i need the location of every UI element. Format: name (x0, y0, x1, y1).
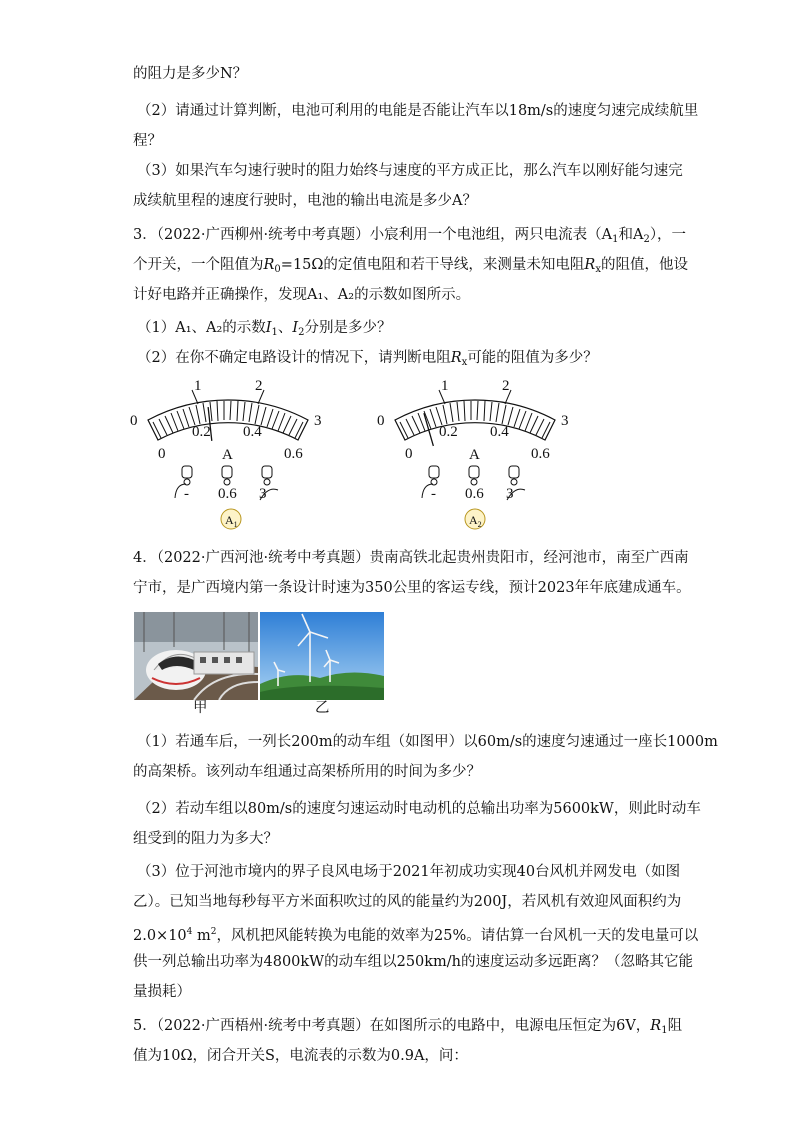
problem-4-line-2: 宁市，是广西境内第一条设计时速为350公里的客运专线，预计2023年年底建成通车。 (133, 580, 691, 596)
upper-tick-1: 1 (194, 378, 202, 394)
problem-4-q3: （3）位于河池市境内的界子良风电场于2021年初成功实现40台风机并网发电（如图 (137, 864, 681, 880)
terminals (429, 466, 519, 485)
line-resistance: 的阻力是多少N？ (133, 66, 248, 82)
q-3: （3）如果汽车匀速行驶时的阻力始终与速度的平方成正比，那么汽车以刚好能匀速完 (137, 163, 683, 179)
badge-a1: $A_1$ (225, 513, 238, 529)
unit-label: A (222, 447, 233, 463)
terminal-0.6: 0.6 (218, 486, 237, 502)
problem-4-q3-e: 量损耗） (133, 984, 191, 1000)
lower-tick-0.2: 0.2 (192, 424, 211, 440)
photo-train (134, 612, 258, 700)
terminal-3: 3 (506, 486, 514, 502)
problem-3-line-2: 个开关，一个阻值为$R_0=15\Omega$的定值电阻和若干导线，来测量未知电阻$R_x$的阻值，他设 (133, 257, 688, 275)
ammeter-a1 (128, 378, 328, 538)
photo-wind-turbines (260, 612, 384, 700)
lower-tick-0: 0 (405, 446, 413, 462)
upper-tick-0: 0 (377, 413, 385, 429)
terminal-3: 3 (259, 486, 267, 502)
lower-tick-0: 0 (158, 446, 166, 462)
problem-4-q3-b: 乙）。已知当地每秒每平方米面积吹过的风的能量约为200J，若风机有效迎风面积约为 (133, 894, 682, 910)
problem-5-line-2: 值为10Ω，闭合开关S，电流表的示数为0.9A，问： (133, 1048, 468, 1064)
terminals (182, 466, 272, 485)
q-3-cont: 成续航里程的速度行驶时，电池的输出电流是多少A？ (133, 193, 477, 209)
lower-tick-0.6: 0.6 (531, 446, 550, 462)
problem-4-q1: （1）若通车后，一列长200m的动车组（如图甲）以60m/s的速度匀速通过一座长1000m (137, 734, 718, 750)
upper-tick-3: 3 (314, 413, 322, 429)
problem-4-q2-cont: 组受到的阻力为多大？ (133, 831, 278, 847)
lower-tick-0.2: 0.2 (439, 424, 458, 440)
upper-tick-2: 2 (502, 378, 510, 394)
q-2-cont: 程？ (133, 133, 162, 149)
problem-5-line-1: 5．（2022·广西梧州·统考中考真题）在如图所示的电路中，电源电压恒定为6V，$R_1$阻 (133, 1018, 683, 1036)
unit-label: A (469, 447, 480, 463)
caption-jia: 甲 (193, 700, 208, 716)
lower-tick-0.6: 0.6 (284, 446, 303, 462)
terminal-neg: - (184, 486, 189, 502)
caption-yi: 乙 (315, 700, 330, 716)
problem-4-q2: （2）若动车组以80m/s的速度匀速运动时电动机的总输出功率为5600kW，则此时动车 (137, 801, 701, 817)
terminal-0.6: 0.6 (465, 486, 484, 502)
problem-4-q1-cont: 的高架桥。该列动车组通过高架桥所用的时间为多少？ (133, 764, 481, 780)
problem-4-line-1: 4．（2022·广西河池·统考中考真题）贵南高铁北起贵州贵阳市，经河池市，南至广西南 (133, 550, 689, 566)
lower-tick-0.4: 0.4 (490, 424, 509, 440)
upper-tick-2: 2 (255, 378, 263, 394)
lower-tick-0.4: 0.4 (243, 424, 262, 440)
problem-4-q3-d: 供一列总输出功率为4800kW的动车组以250km/h的速度运动多远距离？（忽略其它能 (133, 954, 694, 970)
problem-4-q3-c: $2.0\times 10^4$ $m^2$，风机把风能转换为电能的效率为25%。请估算一台风机一天的发电量可以 (133, 927, 699, 944)
q-2: （2）请通过计算判断，电池可利用的电能是否能让汽车以18m/s的速度匀速完成续航里 (137, 103, 699, 119)
upper-tick-3: 3 (561, 413, 569, 429)
badge-a2: $A_2$ (469, 513, 482, 529)
terminal-neg: - (431, 486, 436, 502)
problem-3-q1: （1）A₁、A₂的示数$I_1$、$I_2$分别是多少？ (137, 320, 392, 338)
problem-3-line-1: 3．（2022·广西柳州·统考中考真题）小宸利用一个电池组，两只电流表（$A_1$和$A_2$），一 (133, 227, 687, 245)
problem-3-q2: （2）在你不确定电路设计的情况下，请判断电阻$R_x$可能的阻值为多少？ (137, 350, 598, 368)
upper-tick-0: 0 (130, 413, 138, 429)
upper-tick-1: 1 (441, 378, 449, 394)
problem-3-line-3: 计好电路并正确操作，发现A₁、A₂的示数如图所示。 (133, 287, 471, 303)
ammeter-a2 (375, 378, 575, 538)
